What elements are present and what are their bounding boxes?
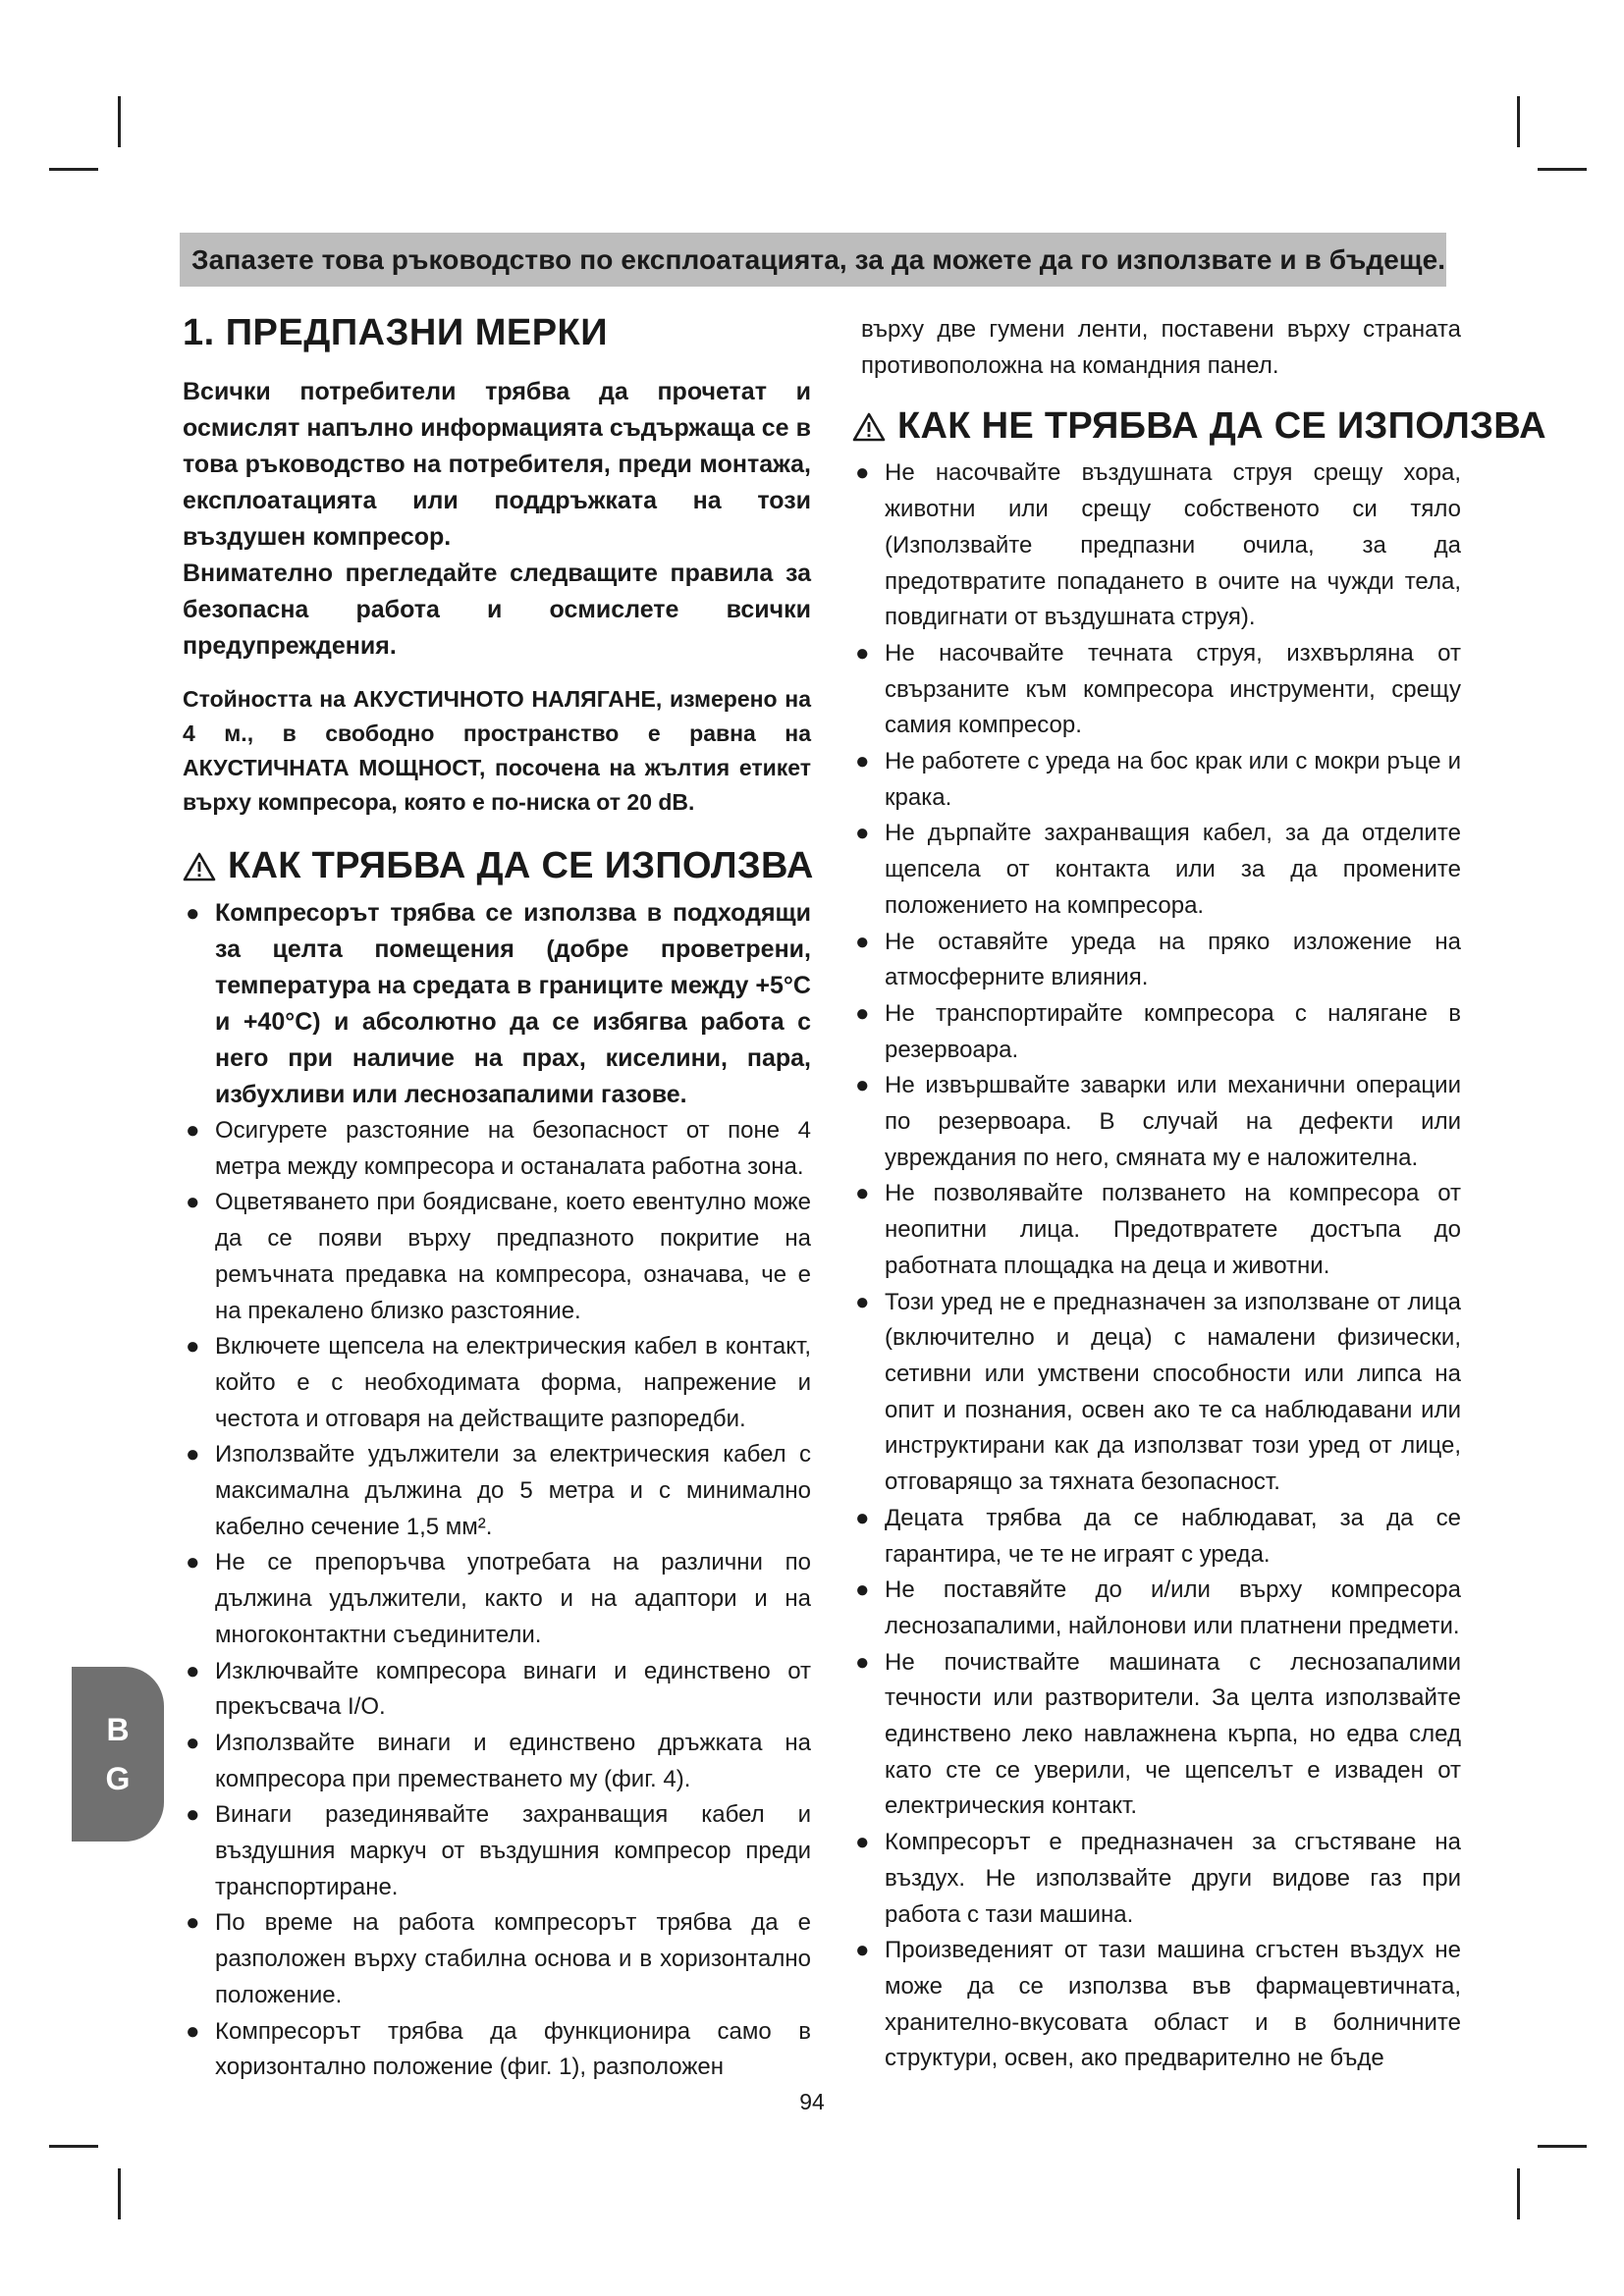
list-item: ● Осигурете разстояние на безопасност от поне 4 метра между компресора и останалата работна зона.: [186, 1117, 811, 1180]
crop-mark: [1517, 2168, 1520, 2219]
list-item: ● Не дърпайте захранващия кабел, за да отделите щепсела от контакта или за да промените положението на компресора.: [855, 820, 1461, 919]
crop-mark: [49, 168, 98, 171]
list-item: ● Компресорът е предназначен за сгъстяване на въздух. Не използвайте други видове газ при работа с тази машина.: [855, 1829, 1461, 1928]
list-item: ● Включете щепсела на електрическия кабел в контакт, който е с необходимата форма, напрежение и честота и отговаря на действащите разпоредби.: [186, 1333, 811, 1432]
list-item: ● Не извършвайте заварки или механични операции по резервоара. В случай на дефекти или увреждания по него, смяната му е наложителна.: [855, 1072, 1461, 1171]
list-item: ● Изключвайте компресора винаги и единствено от прекъсвача I/O.: [186, 1657, 811, 1721]
list-item: ● Използвайте винаги и единствено дръжката на компресора при преместването му (фиг. 4).: [186, 1729, 811, 1792]
how-to-use-heading: [183, 845, 814, 887]
how-not-to-use-list: [852, 455, 1461, 2077]
language-tab-bg: [72, 1667, 164, 1842]
page-number: 94: [799, 2089, 825, 2114]
right-column: [852, 312, 1546, 2077]
list-item: ● По време на работа компресорът трябва да е разположен върху стабилна основа и в хоризонтално положение.: [186, 1909, 811, 2008]
page-title: 1. ПРЕДПАЗНИ МЕРКИ: [183, 312, 609, 353]
crop-mark: [1538, 168, 1587, 171]
how-to-use-heading-text: КАК ТРЯБВА ДА СЕ ИЗПОЛЗВА: [228, 845, 814, 886]
list-item: ● Винаги разединявайте захранващия кабел и въздушния маркуч от въздушния компресор преди транспортиране.: [186, 1801, 811, 1900]
language-tab-letter: B: [106, 1712, 130, 1747]
list-item: ● Компресорът трябва да функционира само в хоризонтално положение (фиг. 1), разположен: [186, 2017, 811, 2081]
crop-mark: [1538, 2145, 1587, 2148]
list-item: ● Не транспортирайте компресора с налягане в резервоара.: [855, 999, 1461, 1063]
list-item: ● Произведеният от тази машина сгъстен въздух не може да се използва във фармацевтичната, хранително-вкусовата област и в болничните структури, освен, ако предварително не бъде: [855, 1937, 1461, 2072]
crop-mark: [1517, 96, 1520, 147]
list-item: ● Не почиствайте машината с леснозапалими течности или разтворители. За целта използвайте единствено леко навлажнена кърпа, но едва след като сте се уверили, че щепселът е изваден от електрическия контакт.: [855, 1648, 1461, 1820]
warning-icon: [852, 412, 886, 442]
list-item: ● Оцветяването при боядисване, което евентулно може да се появи върху предпазното покритие на ремъчната предавка на компресора, означава, че е на прекалено близко разстояние.: [186, 1189, 811, 1324]
crop-mark: [118, 2168, 121, 2219]
intro-paragraph: Всички потребители трябва да прочетат и осмислят напълно информацията съдържаща се в това ръководство на потребителя, преди монтажа, експлоатацията или поддръжката на този въздушен компресор.: [183, 378, 811, 551]
intro-paragraph: Внимателно прегледайте следващите правила за безопасна работа и осмислете всички предупреждения.: [183, 560, 811, 660]
list-item: ● Не насочвайте въздушната струя срещу хора, животни или срещу собственото си тяло (Използвайте предпазни очила, за да предотвратите попадането в очите на чужди тела, повдигнати от въздушната струя).: [855, 459, 1461, 631]
continued-text: върху две гумени ленти, поставени върху страната противоположна на командния панел.: [861, 316, 1461, 379]
left-column: [183, 312, 814, 2086]
list-item: ● Не оставяйте уреда на пряко изложение на атмосферните влияния.: [855, 928, 1461, 991]
list-item: ● Не насочвайте течната струя, изхвърляна от свързаните към компресора инструменти, срещу самия компресор.: [855, 639, 1461, 739]
how-to-use-list: [183, 895, 811, 2086]
list-item: ● Не се препоръчва употребата на различни по дължина удължители, както и на адаптори и на многоконтактни съединители.: [186, 1549, 811, 1648]
list-item: ● Компресорът трябва се използва в подходящи за целта помещения (добре проветрени, температура на средата в границите между +5°C и +40°C) и абсолютно да се избягва работа с него при наличие на прах, киселини, пара, избухливи или леснозапалими газове.: [186, 899, 811, 1108]
list-item: ● Използвайте удължители за електрическия кабел с максимална дължина до 5 метра и с минимално кабелно сечение 1,5 мм².: [186, 1441, 811, 1540]
list-item: ● Не работете с уреда на бос крак или с мокри ръце и крака.: [855, 748, 1461, 811]
list-item: ● Децата трябва да се наблюдават, за да се гарантира, че те не играят с уреда.: [855, 1504, 1461, 1568]
warning-icon: [183, 852, 216, 881]
list-item: ● Не поставяйте до и/или върху компресора леснозапалими, найлонови или платнени предмети.: [855, 1576, 1461, 1639]
list-item: ● Не позволявайте ползването на компресора от неопитни лица. Предотвратете достъпа до работната площадка на деца и животни.: [855, 1180, 1461, 1279]
language-tab-letter: G: [105, 1761, 131, 1796]
save-manual-banner: Запазете това ръководство по експлоатацията, за да можете да го използвате и в бъдеще.: [180, 233, 1446, 287]
acoustic-pressure-note: Стойността на АКУСТИЧНОТО НАЛЯГАНЕ, измерено на 4 м., в свободно пространство е равна на АКУСТИЧНАТА МОЩНОСТ, посочена на жълтия етикет върху компресора, която е по-ниска от 20 dB.: [183, 686, 811, 815]
crop-mark: [118, 96, 121, 147]
how-not-to-use-heading: [852, 405, 1546, 448]
how-not-to-use-heading-text: КАК НЕ ТРЯБВА ДА СЕ ИЗПОЛЗВА: [897, 405, 1546, 448]
list-item: ● Този уред не е предназначен за използване от лица (включително и деца) с намалени физически, сетивни или умствени способности или липса на опит и познания, освен ако те са наблюдавани или инструктирани как да използват този уред от лице, отговарящо за тяхната безопасност.: [855, 1288, 1461, 1496]
crop-mark: [49, 2145, 98, 2148]
